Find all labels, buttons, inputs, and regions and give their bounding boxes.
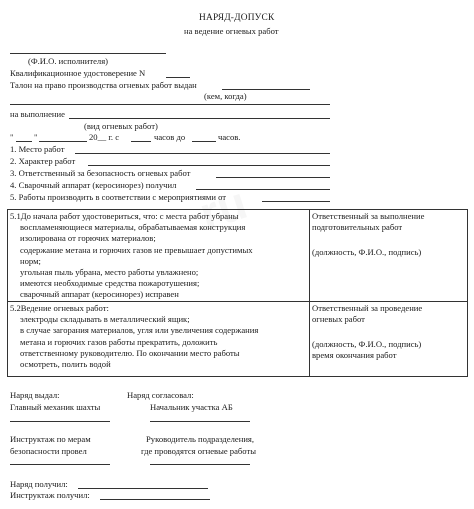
responsible-fire-work-label-2: огневых работ xyxy=(312,314,365,324)
item-2-label: 2. Характер работ xyxy=(10,156,76,166)
chief-mechanic-label: Главный механик шахты xyxy=(10,402,101,412)
watermark-graphic: ru xyxy=(193,176,253,240)
fio-hint: (Ф.И.О. исполнителя) xyxy=(28,56,109,66)
cell-5-2-text xyxy=(8,302,310,377)
qualification-underline xyxy=(166,77,190,78)
fio-underline xyxy=(10,53,166,54)
issued-label: Наряд выдал: xyxy=(10,390,60,400)
row-5-2-line: метана и горючих газов работы прекратить, доложить xyxy=(20,336,218,347)
table-row-5-2 xyxy=(8,302,468,377)
document-title: НАРЯД-ДОПУСК xyxy=(199,13,275,23)
end-time-label: время окончания работ xyxy=(312,350,397,360)
date-open-quote: " xyxy=(10,132,14,142)
responsible-prep-label: Ответственный за выполнение xyxy=(312,211,425,221)
date-close-quote: " xyxy=(34,132,38,142)
head-label-2: где проводятся огневые работы xyxy=(141,446,256,456)
na-vypolnenie-underline xyxy=(69,118,330,119)
item-3-underline xyxy=(216,177,330,178)
item-3-label: 3. Ответственный за безопасность огневых работ xyxy=(10,168,191,178)
position-name-signature-hint-2: (должность, Ф.И.О., подпись) xyxy=(312,339,422,349)
section-chief-signature-line xyxy=(150,421,250,422)
talon-underline-2 xyxy=(10,104,330,105)
table-row-5-1 xyxy=(8,210,468,302)
head-label-1: Руководитель подразделения, xyxy=(146,434,255,444)
instructor-signature-line xyxy=(10,464,110,465)
item-5-label: 5. Работы производить в соответствии с мероприятиями от xyxy=(10,192,227,202)
cell-5-2-responsible xyxy=(310,302,468,377)
row-5-2-line: электроды складывать в металлический ящик; xyxy=(20,314,190,325)
item-5-underline xyxy=(262,201,330,202)
row-5-1-line: содержание метана и горючих газов не превышает допустимых xyxy=(20,244,253,255)
received-signature-line xyxy=(78,488,208,489)
item-1-label: 1. Место работ xyxy=(10,144,65,154)
hours-end-label: часов. xyxy=(218,132,241,142)
hours-from-underline xyxy=(131,141,151,142)
row-5-1-line: изолирована от горючих материалов; xyxy=(20,233,156,244)
item-1-underline xyxy=(75,153,330,154)
row-5-2-line: осмотреть, полить водой xyxy=(20,359,111,370)
date-day-underline xyxy=(16,141,32,142)
talon-underline xyxy=(222,89,310,90)
work-conditions-table xyxy=(7,209,468,377)
na-vypolnenie-label: на выполнение xyxy=(10,109,65,119)
kem-kogda-hint: (кем, когда) xyxy=(204,91,247,101)
received-label: Наряд получил: xyxy=(10,479,68,489)
responsible-fire-work-label: Ответственный за проведение xyxy=(312,303,423,313)
row-5-2-line: в случае загорания материалов, угля или увеличения содержания xyxy=(20,325,259,336)
instruct-received-signature-line xyxy=(100,499,210,500)
hours-to-underline xyxy=(192,141,216,142)
qualification-label: Квалификационное удостоверение N xyxy=(10,68,146,78)
head-signature-line xyxy=(150,464,250,465)
row-5-2-line: 5.2Ведение огневых работ: xyxy=(10,303,109,313)
hours-to-label: часов до xyxy=(154,132,186,142)
row-5-1-line: норм; xyxy=(20,255,41,266)
row-5-1-line: имеются необходимые средства пожаротушения; xyxy=(20,278,200,289)
talon-label: Талон на право производства огневых работ выдан xyxy=(10,80,197,90)
date-month-underline xyxy=(39,141,87,142)
instruct-received-label: Инструктаж получил: xyxy=(10,490,90,500)
cell-5-1-responsible xyxy=(310,210,468,302)
row-5-2-line: ответственному руководителю. По окончании место работы xyxy=(20,347,240,358)
cell-5-1-text xyxy=(8,210,310,302)
section-chief-label: Начальник участка АБ xyxy=(150,402,233,412)
mechanic-signature-line xyxy=(10,421,110,422)
instruct-label-2: безопасности провел xyxy=(10,446,87,456)
document-subtitle: на ведение огневых работ xyxy=(184,26,279,36)
responsible-prep-label-2: подготовительных работ xyxy=(312,222,403,232)
date-year-part: 20__ г. с xyxy=(89,132,120,142)
row-5-1-line: воспламеняющиеся материалы, обрабатываемая конструкция xyxy=(20,222,246,233)
vid-hint: (вид огневых работ) xyxy=(84,121,158,131)
agreed-label: Наряд согласовал: xyxy=(127,390,194,400)
position-name-signature-hint: (должность, Ф.И.О., подпись) xyxy=(312,247,422,257)
item-2-underline xyxy=(88,165,330,166)
row-5-1-line: 5.1До начала работ удостовериться, что: с места работ убраны xyxy=(10,211,239,221)
item-4-label: 4. Сварочный аппарат (керосинорез) получил xyxy=(10,180,177,190)
instruct-label-1: Инструктаж по мерам xyxy=(10,434,91,444)
item-4-underline xyxy=(196,189,330,190)
row-5-1-line: сварочный аппарат (керосинорез) исправен xyxy=(20,289,179,300)
row-5-1-line: угольная пыль убрана, место работы увлажнено; xyxy=(20,267,199,278)
